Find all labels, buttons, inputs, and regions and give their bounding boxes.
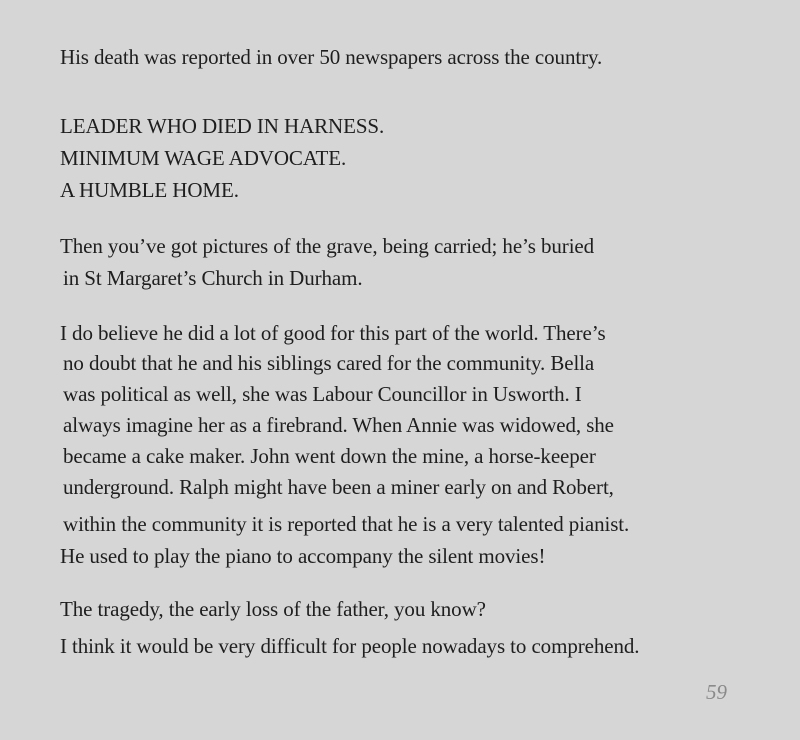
tragedy-line-2: I think it would be very difficult for people nowadays to comprehend. (60, 634, 640, 658)
family-line-2: no doubt that he and his siblings cared for the community. Bella (63, 351, 595, 375)
headline-2: MINIMUM WAGE ADVOCATE. (60, 146, 347, 170)
grave-line-1: Then you’ve got pictures of the grave, being carried; he’s buried (60, 234, 595, 258)
intro-text: His death was reported in over 50 newspapers across the country. (60, 45, 603, 69)
grave-line-2: in St Margaret’s Church in Durham. (63, 266, 363, 290)
family-line-6: underground. Ralph might have been a miner early on and Robert, (63, 475, 614, 499)
page-number: 59 (706, 680, 727, 704)
headline-1: LEADER WHO DIED IN HARNESS. (60, 114, 385, 138)
tragedy-line-1: The tragedy, the early loss of the father, you know? (60, 597, 486, 621)
family-line-5: became a cake maker. John went down the mine, a horse-keeper (63, 444, 596, 468)
family-line-3: was political as well, she was Labour Councillor in Usworth. I (63, 382, 582, 406)
family-line-7: within the community it is reported that he is a very talented pianist. (63, 512, 630, 536)
family-line-8: He used to play the piano to accompany the silent movies! (60, 544, 546, 568)
headline-3: A HUMBLE HOME. (60, 178, 239, 202)
family-line-1: I do believe he did a lot of good for this part of the world. There’s (60, 321, 606, 345)
family-line-4: always imagine her as a firebrand. When Annie was widowed, she (63, 413, 614, 437)
